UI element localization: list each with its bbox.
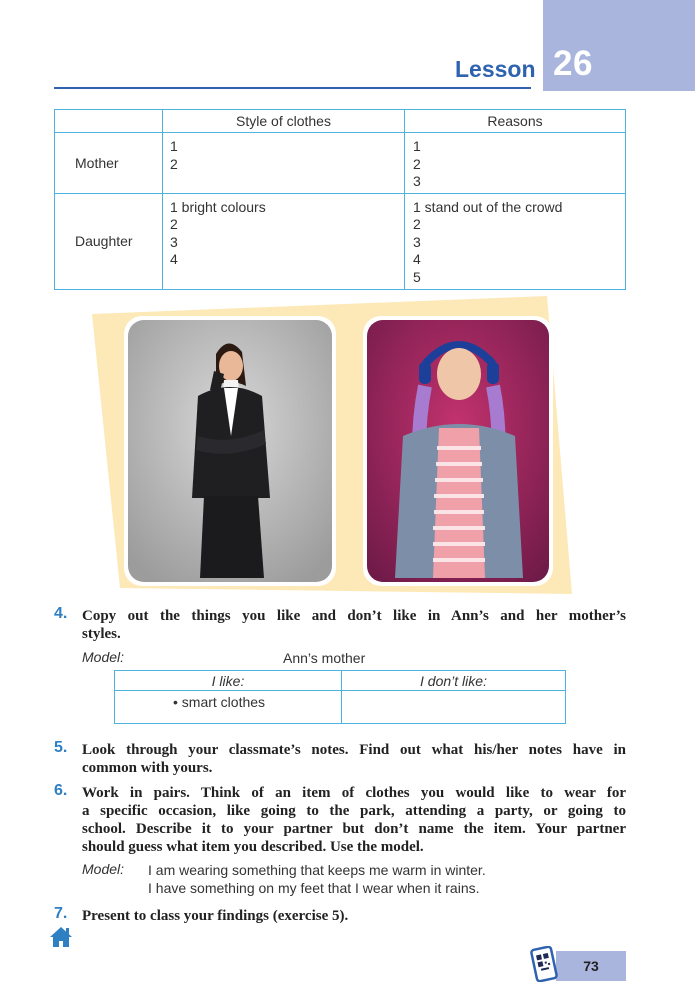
table-row-daughter: [55, 193, 626, 289]
daughter-reason-4: 4: [413, 251, 421, 267]
header-rule: [54, 87, 531, 89]
qr-phone-icon: [528, 946, 560, 982]
lesson-number: 26: [553, 44, 593, 83]
dislike-cell: [342, 691, 566, 724]
exercise-7-text: Present to class your findings (exercise 5).: [82, 908, 349, 924]
daughter-reason-2: 2: [413, 216, 421, 232]
mother-reason-1: 1: [413, 138, 421, 154]
exercise-5-line-1: Look through your classmate’s notes. Find out what his/her notes have in: [82, 742, 626, 758]
photo-daughter: [363, 316, 553, 586]
exercise-6-line-3: school. Describe it to your partner but don’t name the item. Your partner: [82, 821, 626, 837]
exercise-4-line-1: Copy out the things you like and don’t like in Ann’s and her mother’s: [82, 608, 626, 624]
mother-reasons-cell: [405, 133, 626, 194]
daughter-reason-1: 1 stand out of the crowd: [413, 198, 563, 215]
table-header-empty: [55, 110, 163, 133]
like-cell: [115, 691, 342, 724]
daughter-style-cell: [163, 193, 405, 289]
mother-style-cell: [163, 133, 405, 194]
exercise-5-line-2: common with yours.: [82, 760, 213, 776]
daughter-reasons-cell: [405, 193, 626, 289]
exercise-4-line-2: styles.: [82, 626, 121, 642]
dislike-header: I don’t like:: [342, 671, 566, 691]
table-row-mother: [55, 133, 626, 194]
mother-reason-2: 2: [413, 155, 421, 172]
like-header: I like:: [115, 671, 342, 691]
table-header-style: Style of clothes: [163, 110, 405, 133]
exercise-4-model-title: Ann’s mother: [283, 650, 366, 666]
mother-style-2: 2: [170, 155, 178, 172]
daughter-style-3: 3: [170, 233, 178, 250]
like-item: • smart clothes: [173, 694, 266, 710]
mother-reason-3: 3: [413, 173, 421, 189]
exercise-4-number: 4.: [54, 605, 68, 622]
exercise-6-number: 6.: [54, 782, 68, 799]
like-table-body-row: [115, 691, 566, 724]
table-header-row: [55, 110, 626, 133]
daughter-reason-3: 3: [413, 233, 421, 250]
home-icon: [48, 925, 74, 949]
mother-style-1: 1: [170, 138, 178, 154]
exercise-4-model-label: Model:: [82, 649, 125, 665]
exercise-6-line-1: Work in pairs. Think of an item of clothes you would like to wear for: [82, 785, 626, 801]
exercise-7-number: 7.: [54, 905, 68, 922]
exercise-5-number: 5.: [54, 739, 68, 756]
page-number: 73: [583, 958, 599, 974]
exercise-6-line-4: should guess what item you described. Use the model.: [82, 839, 424, 855]
daughter-style-4: 4: [170, 251, 178, 267]
photo-mother: [124, 316, 336, 586]
like-dislike-table: [114, 670, 566, 724]
exercise-6-model-label: Model:: [82, 861, 125, 877]
table-header-reasons: Reasons: [405, 110, 626, 133]
row-label-daughter: Daughter: [55, 193, 163, 289]
exercise-6-model-line-2: I have something on my feet that I wear when it rains.: [148, 880, 480, 896]
exercise-6-model-line-1: I am wearing something that keeps me warm in winter.: [148, 862, 486, 878]
exercise-6-line-2: a specific occasion, like going to the park, attending a party, or going to: [82, 803, 626, 819]
daughter-style-1: 1 bright colours: [170, 198, 266, 215]
style-reasons-table: [54, 109, 626, 290]
like-table-header-row: [115, 671, 566, 691]
row-label-mother: Mother: [55, 133, 163, 194]
lesson-title: Lesson: [455, 56, 536, 82]
daughter-style-2: 2: [170, 216, 178, 232]
daughter-reason-5: 5: [413, 268, 421, 285]
